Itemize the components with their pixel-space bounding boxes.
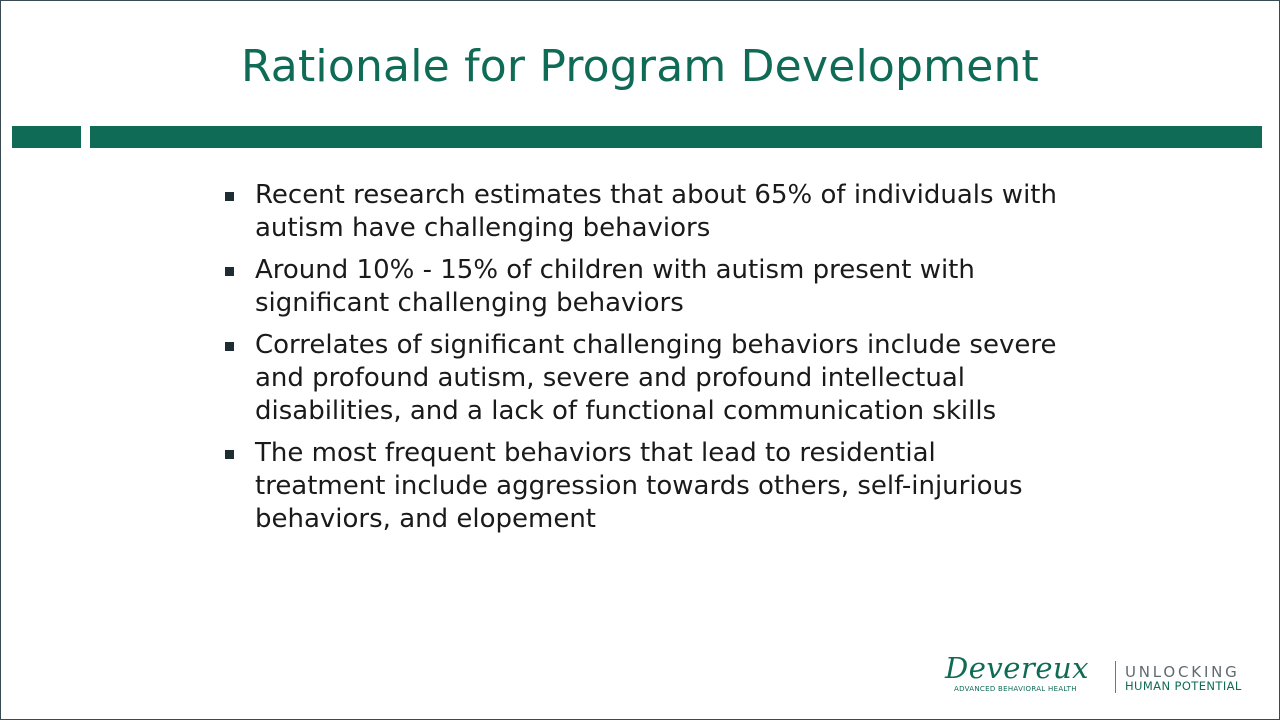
devereux-logo: [945, 651, 1265, 697]
bullet-item: [221, 179, 1061, 245]
square-bullet-icon: [225, 342, 234, 351]
logo-brand-name: Devereux: [945, 651, 1090, 685]
logo-tagline-line1: UNLOCKING: [1125, 663, 1240, 681]
bullet-item: [221, 254, 1061, 320]
bullet-text: Correlates of significant challenging behaviors include severe and profound autism, severe and profound intellectual disabilities, and a lack of functional communication skills: [255, 330, 1057, 426]
slide-title: Rationale for Program Development: [240, 41, 1040, 92]
bullet-item: [221, 329, 1061, 428]
title-underline-left-bar: [12, 126, 81, 148]
bullet-list: [221, 179, 1061, 545]
bullet-item: [221, 437, 1061, 536]
bullet-text: Around 10% - 15% of children with autism present with significant challenging behaviors: [255, 255, 975, 318]
title-underline-right-bar: [90, 126, 1262, 148]
bullet-text: Recent research estimates that about 65% of individuals with autism have challenging behaviors: [255, 180, 1057, 243]
bullet-text: The most frequent behaviors that lead to residential treatment include aggression towards others, self-injurious behaviors, and elopement: [255, 438, 1023, 534]
logo-tagline-line2: HUMAN POTENTIAL: [1125, 679, 1242, 693]
square-bullet-icon: [225, 450, 234, 459]
logo-divider: [1115, 661, 1116, 693]
square-bullet-icon: [225, 267, 234, 276]
logo-subtitle: ADVANCED BEHAVIORAL HEALTH: [954, 685, 1077, 693]
square-bullet-icon: [225, 192, 234, 201]
